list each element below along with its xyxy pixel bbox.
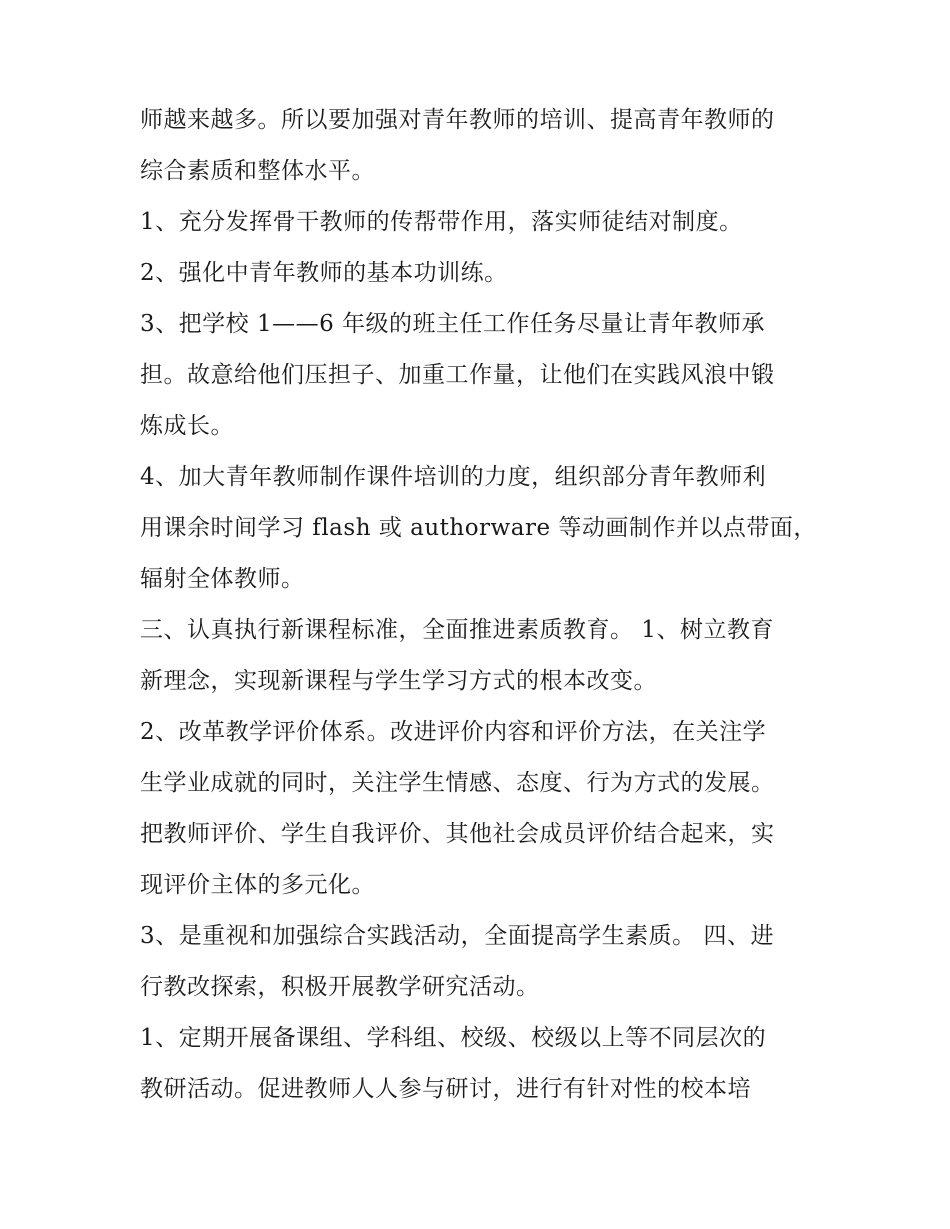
text-line: 用课余时间学习 flash 或 authorware 等动画制作并以点带面， [140, 515, 817, 541]
para-item-3-class-teacher [140, 312, 820, 440]
text-line: 1、定期开展备课组、学科组、校级、校级以上等不同层次的 [140, 1025, 767, 1051]
text-line: 教研活动。促进教师人人参与研讨，进行有针对性的校本培 [140, 1076, 751, 1102]
text-line: 3、把学校 1——6 年级的班主任工作任务尽量让青年教师承 [140, 311, 766, 337]
text-line: 师越来越多。所以要加强对青年教师的培训、提高青年教师的 [140, 107, 775, 133]
text-line: 把教师评价、学生自我评价、其他社会成员评价结合起来，实 [140, 821, 775, 847]
para-item-3-practice [140, 924, 820, 1001]
text-line: 炼成长。 [140, 413, 234, 439]
text-line: 3、是重视和加强综合实践活动，全面提高学生素质。 四、进 [140, 923, 774, 949]
para-item-4-courseware [140, 465, 820, 593]
para-item-2-evaluation [140, 720, 820, 899]
para-item-2-basic-skills [140, 261, 820, 287]
para-item-1-mentoring [140, 210, 820, 236]
text-line: 三、认真执行新课程标准，全面推进素质教育。 1、树立教育 [140, 617, 774, 643]
para-section-3-curriculum [140, 618, 820, 695]
text-line: 2、改革教学评价体系。改进评价内容和评价方法，在关注学 [140, 719, 767, 745]
document-page [140, 108, 820, 1103]
text-line: 2、强化中青年教师的基本功训练。 [140, 260, 508, 286]
text-line: 现评价主体的多元化。 [140, 872, 375, 898]
text-line: 生学业成就的同时，关注学生情感、态度、行为方式的发展。 [140, 770, 775, 796]
text-line: 辐射全体教师。 [140, 566, 305, 592]
text-line: 新理念，实现新课程与学生学习方式的根本改变。 [140, 668, 657, 694]
para-item-1-research [140, 1026, 820, 1103]
text-line: 行教改探索，积极开展教学研究活动。 [140, 974, 540, 1000]
text-line: 4、加大青年教师制作课件培训的力度，组织部分青年教师利 [140, 464, 767, 490]
text-line: 1、充分发挥骨干教师的传帮带作用，落实师徒结对制度。 [140, 209, 743, 235]
text-line: 综合素质和整体水平。 [140, 158, 375, 184]
para-training-intro [140, 108, 820, 185]
text-line: 担。故意给他们压担子、加重工作量，让他们在实践风浪中锻 [140, 362, 775, 388]
